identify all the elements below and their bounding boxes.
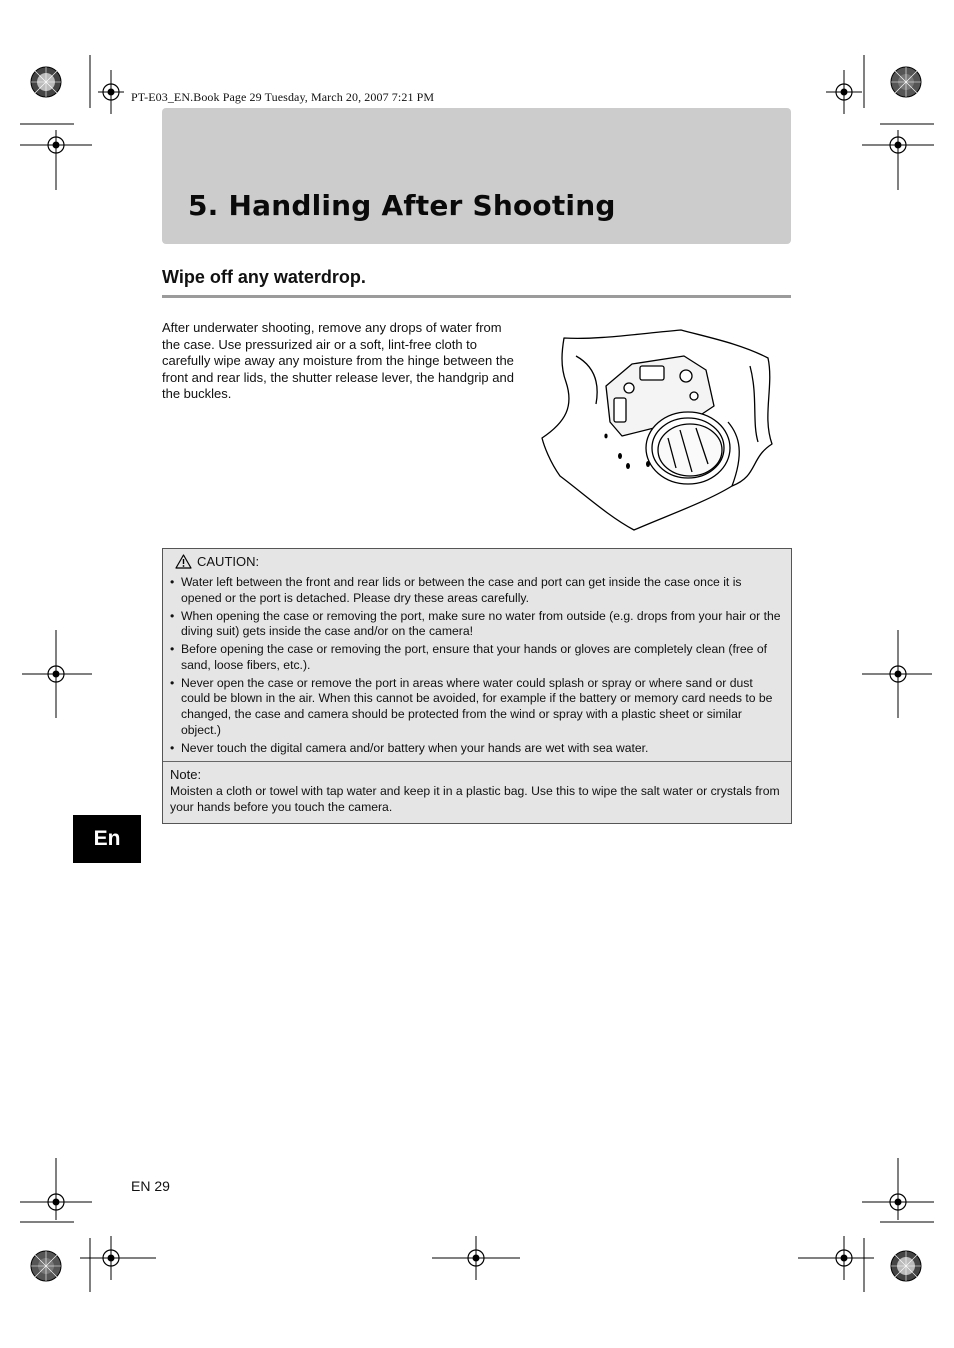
- body-paragraph: After underwater shooting, remove any drops of water from the case. Use pressurized air or a soft, lint-free cloth to carefully wipe away any moisture from the hinge between the front and rear lids, the shutter release lever, the handgrip and the buckles.: [162, 320, 514, 402]
- caution-item-text: Never open the case or remove the port in areas where water could splash or spray or where sand or dust could be blown in the air. When this cannot be avoided, for example if the battery or memory card needs to be changed, the case and camera should be protected from the wind or spray with a plastic sheet or similar object.): [181, 675, 773, 737]
- section-divider: [162, 295, 791, 298]
- bullet: •: [170, 675, 175, 690]
- chapter-title: 5. Handling After Shooting: [188, 189, 616, 222]
- caution-item: [170, 676, 784, 738]
- note-divider: [163, 761, 791, 762]
- caution-heading: [175, 554, 259, 569]
- bullet: •: [170, 642, 175, 657]
- caution-item-text: Before opening the case or removing the port, ensure that your hands or gloves are completely clean (free of sand, loose fibers, etc.).: [181, 642, 768, 672]
- caution-item: [170, 609, 784, 640]
- caution-item-text: Never touch the digital camera and/or battery when your hands are wet with sea water.: [181, 740, 649, 755]
- section-title: Wipe off any waterdrop.: [162, 267, 366, 287]
- bullet: •: [170, 575, 175, 589]
- page-number: EN 29: [131, 1178, 170, 1194]
- warning-triangle-icon: [175, 554, 192, 569]
- caution-item-text: Water left between the front and rear lids or between the case and port can get inside the case once it is opened or the port is detached. Please dry these areas carefully.: [181, 575, 742, 605]
- camera-wrapped-in-cloth-illustration: [536, 326, 780, 532]
- chapter-banner: [162, 108, 791, 244]
- caution-item: [170, 741, 784, 757]
- caution-list: [170, 575, 784, 758]
- caution-box: [162, 548, 792, 824]
- caution-label: CAUTION:: [197, 554, 260, 569]
- bullet: •: [170, 608, 175, 623]
- note-text: Moisten a cloth or towel with tap water and keep it in a plastic bag. Use this to wipe the salt water or crystals from your hands before you touch the camera.: [170, 784, 780, 814]
- language-tab: En: [73, 815, 141, 863]
- bullet: •: [170, 740, 175, 755]
- caution-item: [170, 575, 784, 606]
- print-header: PT-E03_EN.Book Page 29 Tuesday, March 20, 2007 7:21 PM: [131, 90, 435, 104]
- note-label: Note:: [170, 767, 202, 782]
- caution-item: [170, 642, 784, 673]
- caution-item-text: When opening the case or removing the port, make sure no water from outside (e.g. drops from your hair or the diving suit) gets inside the case and/or on the camera!: [181, 608, 781, 639]
